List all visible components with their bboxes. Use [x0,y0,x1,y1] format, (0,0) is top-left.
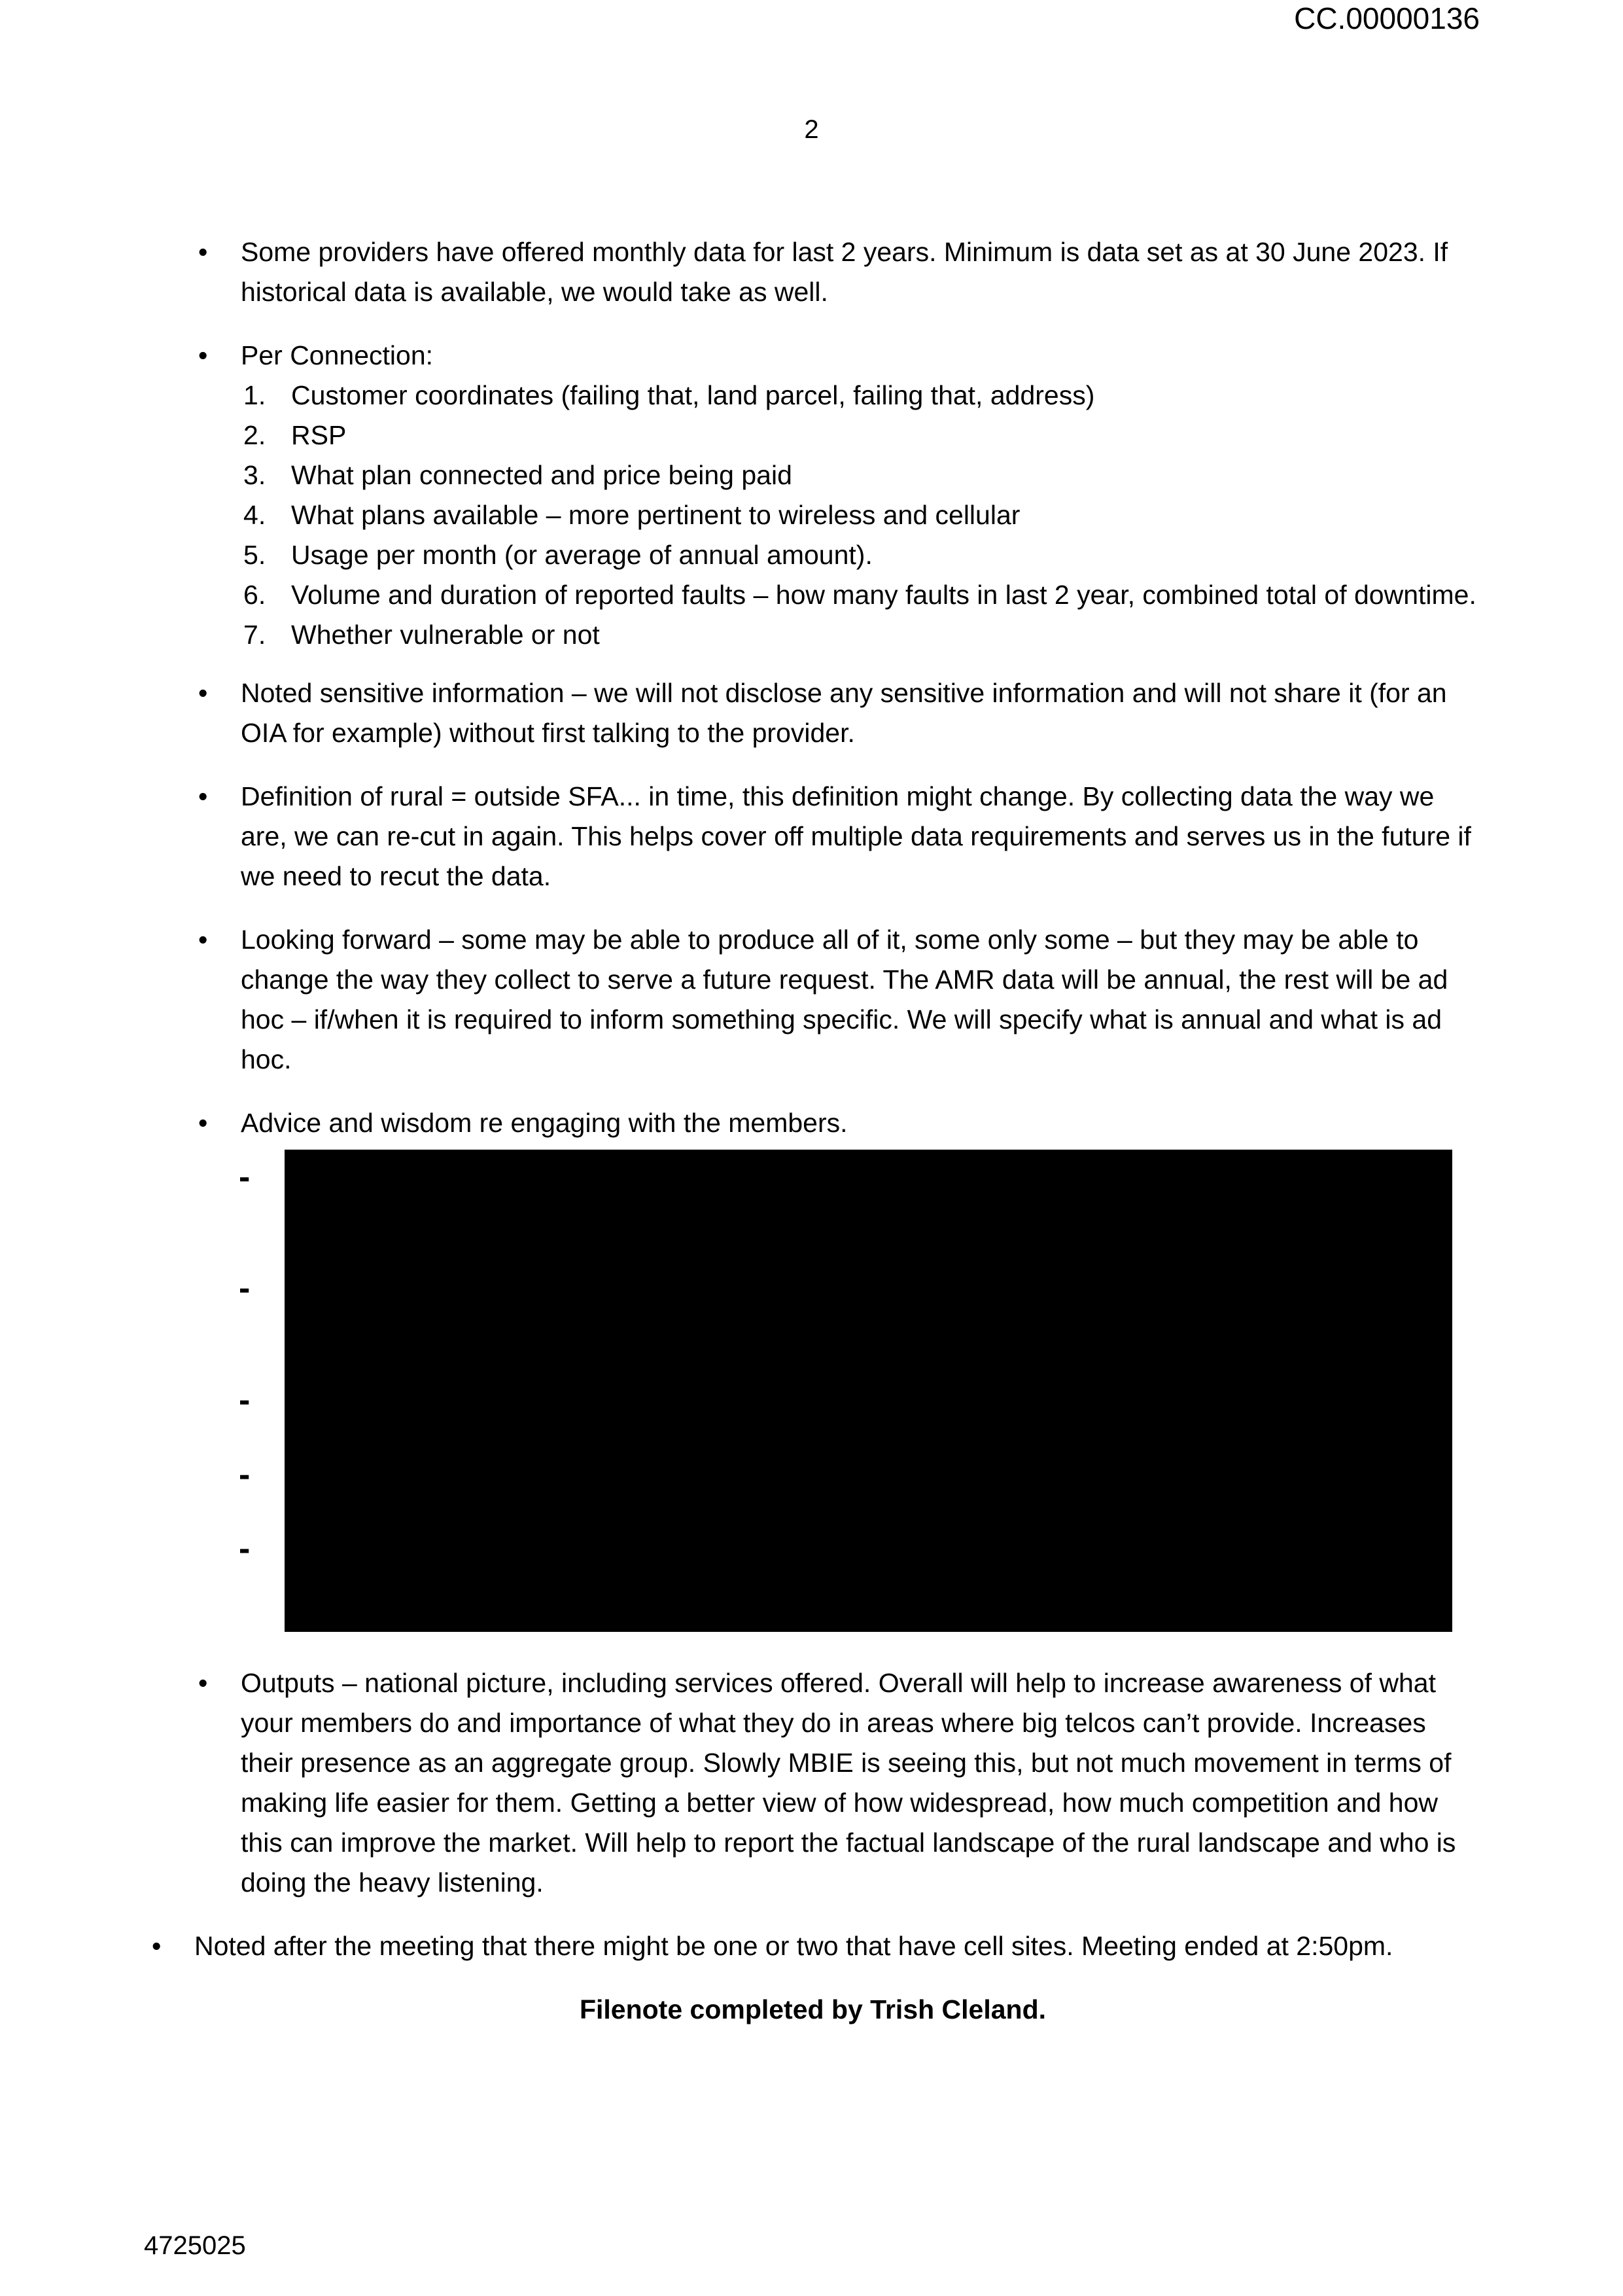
bullet-text: Outputs – national picture, including services offered. Overall will help to increase awareness of what your members do and importance of what they do in areas where big telcos can’t provide. Increases their presence as an aggregate group. Slowly MBIE is seeing this, but not much movement in terms of making life easier for them. Getting a better view of how widespread, how much competition and how this can improve the market. Will help to report the factual landscape of the rural landscape and who is doing the heavy listening. [241,1668,1456,1898]
bullet-text: Advice and wisdom re engaging with the members. [241,1108,848,1138]
redaction-dash-icon: - [239,1269,251,1307]
numbered-item-text: What plan connected and price being paid [291,460,792,490]
bullet-icon: • [198,237,208,267]
bullet-text: Noted after the meeting that there might be one or two that have cell sites. Meeting ended at 2:50pm. [194,1931,1393,1961]
bullet-icon: • [198,340,208,370]
numbered-item-text: What plans available – more pertinent to wireless and cellular [291,500,1021,530]
bullet-text: Definition of rural = outside SFA... in time, this definition might change. By collecting data the way we are, we can re-cut in again. This helps cover off multiple data requirements and serves us in the future if we need to recut the data. [241,781,1471,891]
redaction-dash-icon: - [239,1530,251,1568]
list-item [144,1103,1482,1143]
bullet-text: Some providers have offered monthly data for last 2 years. Minimum is data set as at 30 June 2023. If historical data is available, we would take as well. [241,237,1448,307]
redaction-area [144,1150,1482,1632]
per-connection-list [144,376,1482,655]
redaction-dash-icon: - [239,1158,251,1196]
list-item [243,535,1482,575]
bullet-icon: • [198,678,208,708]
bullet-icon: • [198,1108,208,1138]
list-item [243,495,1482,535]
bullet-icon: • [198,925,208,955]
list-item [243,415,1482,455]
bullet-icon: • [152,1931,162,1961]
bullet-icon: • [198,781,208,811]
document-body [144,232,1482,2030]
bullet-icon: • [198,1668,208,1698]
list-item [243,575,1482,615]
numbered-item-text: Whether vulnerable or not [291,620,600,650]
list-item [144,920,1482,1080]
numbered-item-text: Usage per month (or average of annual amount). [291,540,873,570]
page-number: 2 [804,115,819,144]
numbered-item-text: RSP [291,420,347,450]
list-item [144,777,1482,896]
redaction-dash-icon: - [239,1381,251,1419]
bullet-text: Noted sensitive information – we will not disclose any sensitive information and will not share it (for an OIA for example) without first talking to the provider. [241,678,1447,748]
list-item [144,1663,1482,1903]
list-item [144,336,1482,376]
list-item [243,376,1482,415]
list-item [144,1926,1482,1966]
redaction-dash-icon: - [239,1456,251,1494]
document-reference: CC.00000136 [1294,1,1480,35]
numbered-item-text: Customer coordinates (failing that, land parcel, failing that, address) [291,380,1095,410]
redacted-block [285,1150,1452,1632]
numbered-item-text: Volume and duration of reported faults – how many faults in last 2 year, combined total of downtime. [291,580,1476,610]
document-id-footer: 4725025 [144,2231,246,2260]
bullet-text: Per Connection: [241,340,434,370]
bullet-text: Looking forward – some may be able to produce all of it, some only some – but they may be able to change the way they collect to serve a future request. The AMR data will be annual, the rest will be ad hoc – if/when it is required to inform something specific. We will specify what is annual and what is ad hoc. [241,925,1448,1074]
list-item [144,673,1482,753]
list-item [243,455,1482,495]
list-item [243,615,1482,655]
filenote-completion-line: Filenote completed by Trish Cleland. [579,1994,1047,2024]
list-item [144,232,1482,312]
